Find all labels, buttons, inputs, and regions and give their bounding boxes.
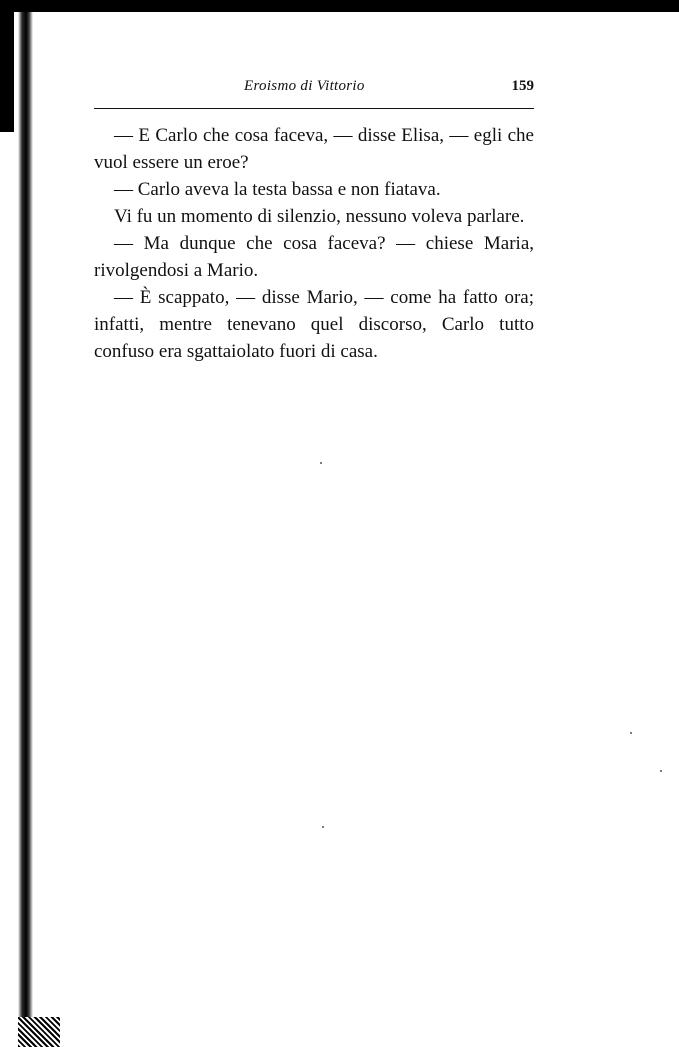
paragraph: — Carlo aveva la testa bassa e non fiatava. <box>114 179 441 200</box>
paragraph: — E Carlo che cosa faceva, — disse Elisa, — egli che vuol essere un eroe? <box>94 125 534 173</box>
paragraph: — Ma dunque che cosa faceva? — chiese Maria, rivolgendosi a Mario. <box>94 233 534 281</box>
header-rule <box>94 108 534 109</box>
paragraph: Vi fu un momento di silenzio, nessuno voleva parlare. <box>114 206 525 227</box>
scan-speck <box>320 462 322 464</box>
book-spine-dark-corner <box>0 12 14 132</box>
scan-speck <box>660 770 662 772</box>
scan-top-edge <box>0 0 679 12</box>
scan-speck <box>630 732 632 734</box>
book-spine-bottom-noise <box>18 1017 60 1047</box>
scan-speck <box>322 826 324 828</box>
paragraph: — È scappato, — disse Mario, — come ha fatto ora; infatti, mentre tenevano quel discorso, Carlo tutto confuso era sgattaiolato fuori di casa. <box>94 287 534 362</box>
book-spine-shadow <box>0 12 34 1047</box>
page-number: 159 <box>511 78 534 94</box>
page-body <box>94 122 534 365</box>
page-header <box>94 78 534 100</box>
running-title: Eroismo di Vittorio <box>244 78 365 94</box>
